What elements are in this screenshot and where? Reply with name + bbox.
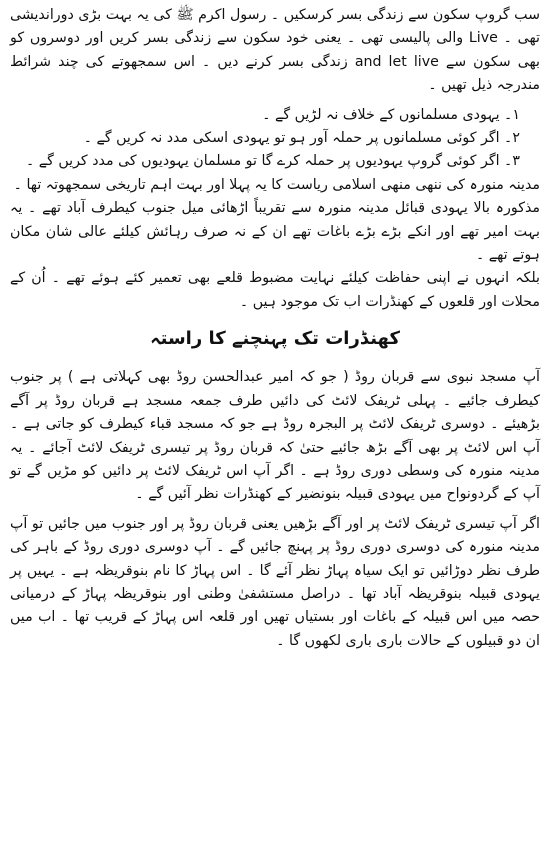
tribes-paragraph: مذکورہ بالا یہودی قبائل مدینہ منورہ سے تقریباً اڑھائی میل جنوب کیطرف آباد تھے ۔ یہ بہت امیر تھے اور انکے بڑے بڑے باغات تھے ان کے نہ صرف رہائش کیلئے عالی شان مکان ہوتے تھے ۔	[10, 200, 540, 264]
condition-item-3: ۳۔ اگر کوئی گروپ یہودیوں پر حملہ کرے گا تو مسلمان یہودیوں کی مدد کریں گے ۔	[25, 153, 520, 170]
condition-item-1: ۱۔ یہودی مسلمانوں کے خلاف نہ لڑیں گے ۔	[262, 106, 520, 123]
conditions-list	[10, 104, 540, 174]
intro-paragraph	[10, 4, 540, 98]
route-paragraph-1: آپ مسجد نبوی سے قربان روڈ ( جو کہ امیر عبدالحسن روڈ بھی کہلاتی ہے ) پر جنوب کیطرف جائیے ۔ پہلی ٹریفک لائٹ کی دائیں طرف جمعہ مسجد ہے قربان روڈ پر آگے بڑھیئے ۔ دوسری ٹریفک لائٹ پر البجرہ روڈ ہے جو کہ مسجد قباء کیطرف کو جاتی ہے ۔ آپ اس لائٹ پر بھی آگے بڑھ جائیے حتیٰ کہ قربان روڈ پر تیسری ٹریفک لائٹ آجائے ۔ یہ مدینہ منورہ کی وسطی دوری روڈ ہے ۔ اگر آپ اس ٹریفک لائٹ پر دائیں کو مڑیں گے تو آپ کے گردونواح میں یہودی قبیلہ بنونضیر کے کھنڈرات نظر آئیں گے ۔	[10, 369, 540, 503]
forts-paragraph: بلکہ انہوں نے اپنی حفاظت کیلئے نہایت مضبوط قلعے بھی تعمیر کئے ہوئے تھے ۔ اُن کے محلات اور قلعوں کے کھنڈرات اب تک موجود ہیں ۔	[10, 270, 540, 310]
intro-english-live: Live	[468, 30, 498, 47]
intro-line-3: زندگی بسر کرنے دیں ۔ اس سمجھوتے کی چند شرائط مندرجہ ذیل تھیں ۔	[10, 53, 540, 94]
madina-note: مدینہ منورہ کی ننھی منھی اسلامی ریاست کا یہ پہلا اور بہت اہم تاریخی سمجھوتہ تھا ۔	[13, 176, 540, 193]
section-heading: کھنڈرات تک پہنچنے کا راستہ	[150, 328, 400, 350]
condition-item-2: ۲۔ اگر کوئی مسلمانوں پر حملہ آور ہو تو یہودی اسکی مدد نہ کریں گے ۔	[83, 130, 520, 147]
route-paragraph-2: اگر آپ تیسری ٹریفک لائٹ پر اور آگے بڑھیں یعنی قربان روڈ پر اور جنوب میں جائیں تو آپ مدینہ منورہ کی دوسری دوری روڈ پر پہنچ جائیں گے ۔ آپ دوسری دوری روڈ کے باہر کی طرف نظر دوڑائیں تو ایک سیاہ پہاڑ نظر آئے گا ۔ اس پہاڑ کا نام بنوقریظہ ہے ۔ یہیں پر یہودی قبیلہ بنوقریظہ آباد تھا ۔ دراصل مستشفیٰ وطنی اور بنوقریظہ پہاڑ کے درمیانی حصہ میں اس قبیلہ کے باغات اور بستیاں تھیں اور قلعہ اس پہاڑ کے قریب تھا ۔ اب میں ان دو قبیلوں کے حالات باری باری لکھوں گا ۔	[10, 515, 540, 649]
intro-line-1: سب گروپ سکون سے زندگی بسر کرسکیں ۔ رسول اکرم ﷺ کی یہ بہت بڑی دوراندیشی تھی ۔	[10, 7, 540, 47]
intro-english-let-live: and let live	[354, 53, 439, 70]
intro-line-2: والی پالیسی تھی ۔ یعنی خود سکون سے زندگی بسر کریں اور دوسروں کو بھی سکون سے	[10, 30, 541, 70]
